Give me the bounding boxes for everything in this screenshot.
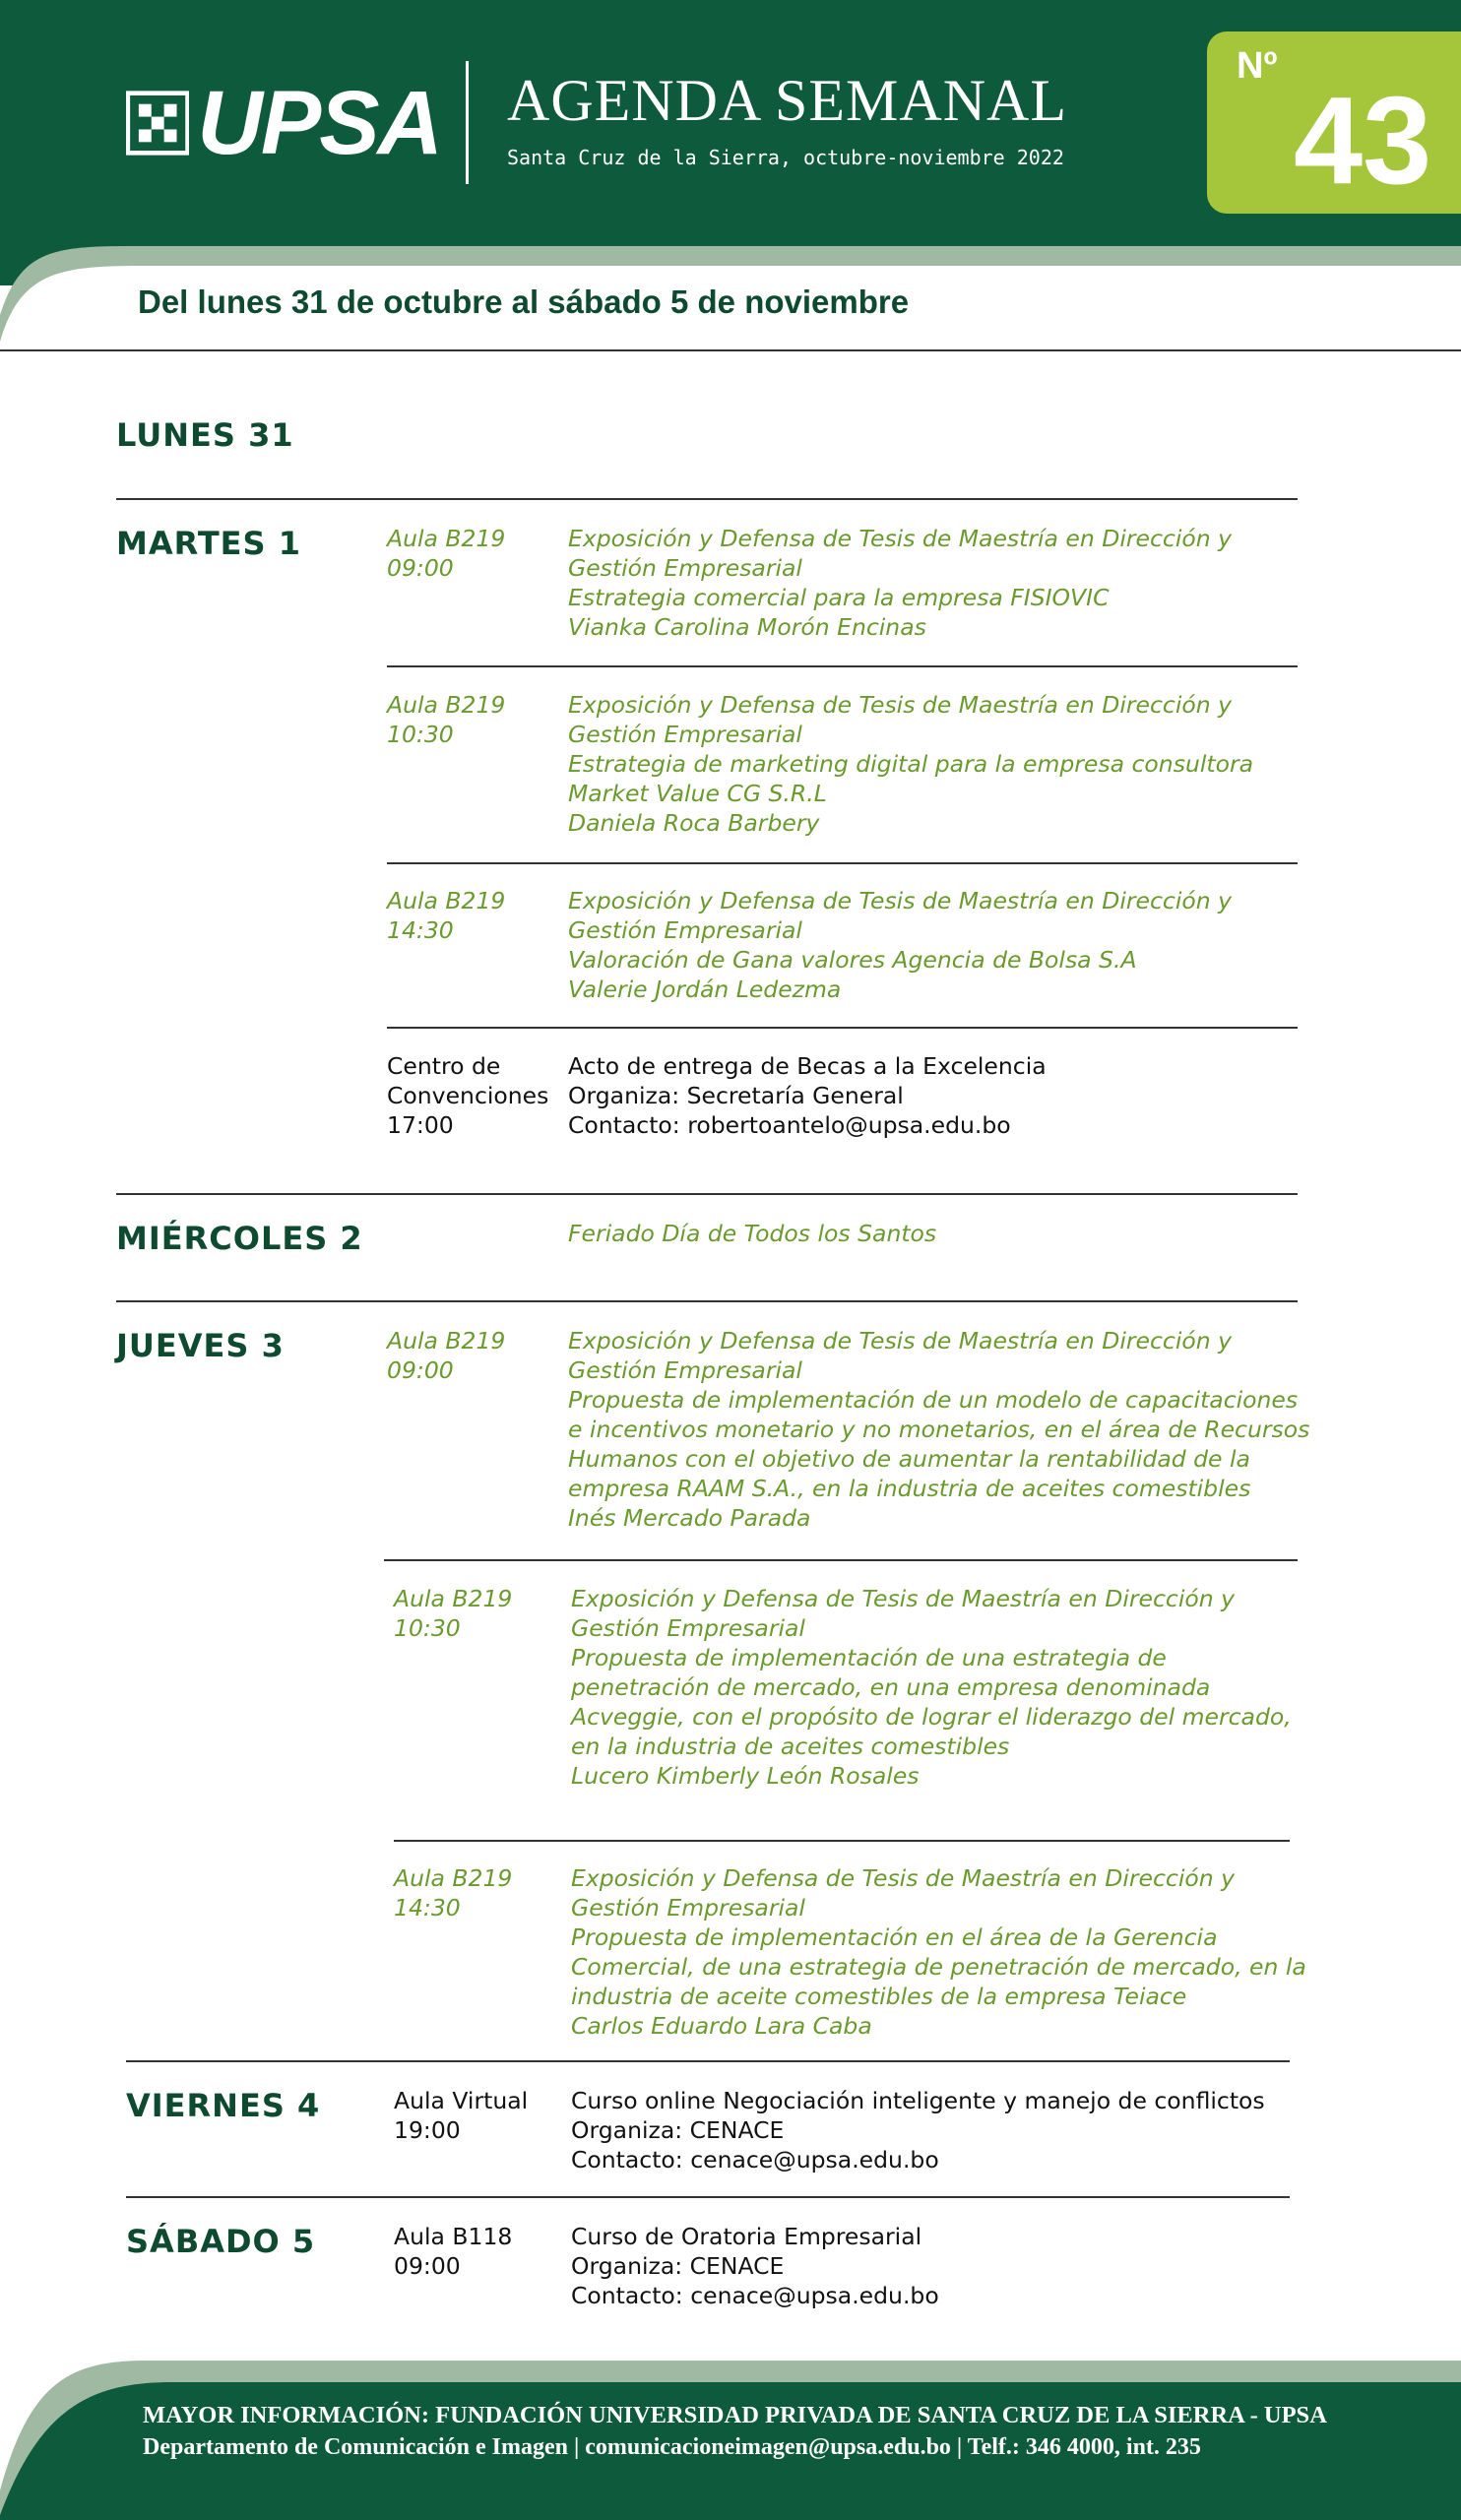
divider — [116, 1300, 1298, 1302]
footer-band — [0, 2343, 1461, 2520]
day-heading: LUNES 31 — [116, 416, 294, 454]
event-description: Acto de entrega de Becas a la Excelencia Organiza: Secretaría General Contacto: robertoantelo@upsa.edu.bo — [568, 1052, 1047, 1139]
event-location: Aula B219 09:00 — [387, 525, 506, 582]
event-description: Exposición y Defensa de Tesis de Maestría en Dirección y Gestión Empresarial Propuesta de implementación de una estrategia de penetración de mercado, en una empresa denominada Acveggie, con el propósito de lograr el liderazgo del mercado, en la industria de aceites comestibles Lucero Kimberly León Rosales — [571, 1585, 1292, 1790]
event-location: Aula B219 09:00 — [387, 1327, 506, 1384]
divider — [116, 498, 1298, 500]
day-heading: MARTES 1 — [116, 525, 301, 562]
event-description: Curso online Negociación inteligente y manejo de conflictos Organiza: CENACE Contacto: cenace@upsa.edu.bo — [571, 2087, 1265, 2174]
issue-badge — [1207, 32, 1461, 214]
day-heading: SÁBADO 5 — [126, 2223, 316, 2260]
event-description: Exposición y Defensa de Tesis de Maestría en Dirección y Gestión Empresarial Propuesta de implementación de un modelo de capacitaciones e incentivos monetario y no monetarios, en el área de Recursos Humanos con el objetivo de aumentar la rentabilidad de la empresa RAAM S.A., en la industria de aceites comestibles Inés Mercado Parada — [568, 1327, 1310, 1532]
logo-text: UPSA — [197, 73, 441, 173]
event-location: Aula B219 10:30 — [394, 1585, 513, 1642]
divider — [126, 2060, 1290, 2062]
event-description: Exposición y Defensa de Tesis de Maestría en Dirección y Gestión Empresarial Estrategia comercial para la empresa FISIOVIC Vianka Carolina Morón Encinas — [568, 525, 1233, 641]
event-location: Aula B219 14:30 — [394, 1864, 513, 1922]
event-description: Feriado Día de Todos los Santos — [568, 1220, 937, 1247]
date-range: Del lunes 31 de octubre al sábado 5 de noviembre — [138, 284, 910, 320]
divider — [126, 2196, 1290, 2198]
event-description: Exposición y Defensa de Tesis de Maestría en Dirección y Gestión Empresarial Valoración de Gana valores Agencia de Bolsa S.A Valerie Jordán Ledezma — [568, 887, 1233, 1003]
event-location: Aula B118 09:00 — [394, 2223, 513, 2280]
upsa-emblem-icon — [126, 89, 189, 158]
event-location: Aula Virtual 19:00 — [394, 2087, 529, 2144]
badge-label: Nº — [1237, 45, 1278, 87]
divider — [394, 1840, 1290, 1842]
event-location: Centro de Convenciones 17:00 — [387, 1052, 549, 1139]
divider — [0, 349, 1461, 351]
badge-number: 43 — [1294, 71, 1432, 210]
event-location: Aula B219 14:30 — [387, 887, 506, 944]
event-location: Aula B219 10:30 — [387, 691, 506, 748]
divider — [387, 665, 1298, 667]
divider — [387, 862, 1298, 864]
page-title: AGENDA SEMANAL — [507, 68, 1067, 133]
day-heading: VIERNES 4 — [126, 2087, 321, 2124]
event-description: Exposición y Defensa de Tesis de Maestría en Dirección y Gestión Empresarial Estrategia de marketing digital para la empresa consultora Market Value CG S.R.L Daniela Roca Barbery — [568, 691, 1254, 837]
header-divider — [466, 61, 469, 184]
day-heading: JUEVES 3 — [116, 1327, 285, 1364]
day-heading: MIÉRCOLES 2 — [116, 1220, 363, 1257]
upsa-logo — [126, 69, 441, 177]
divider — [384, 1559, 1298, 1561]
page-subtitle: Santa Cruz de la Sierra, octubre-noviembre 2022 — [507, 146, 1064, 169]
footer-info-line: MAYOR INFORMACIÓN: FUNDACIÓN UNIVERSIDAD PRIVADA DE SANTA CRUZ DE LA SIERRA - UPSA — [143, 2402, 1327, 2428]
event-description: Curso de Oratoria Empresarial Organiza: CENACE Contacto: cenace@upsa.edu.bo — [571, 2223, 939, 2309]
divider — [387, 1027, 1298, 1029]
divider — [116, 1193, 1298, 1195]
event-description: Exposición y Defensa de Tesis de Maestría en Dirección y Gestión Empresarial Propuesta de implementación en el área de la Gerencia Comercial, de una estrategia de penetración de mercado, en la industria de aceite comestibles de la empresa Teiace Carlos Eduardo Lara Caba — [571, 1864, 1306, 2040]
footer-contact-line: Departamento de Comunicación e Imagen | comunicacioneimagen@upsa.edu.bo | Telf.: 346 4000, int. 235 — [143, 2434, 1201, 2460]
